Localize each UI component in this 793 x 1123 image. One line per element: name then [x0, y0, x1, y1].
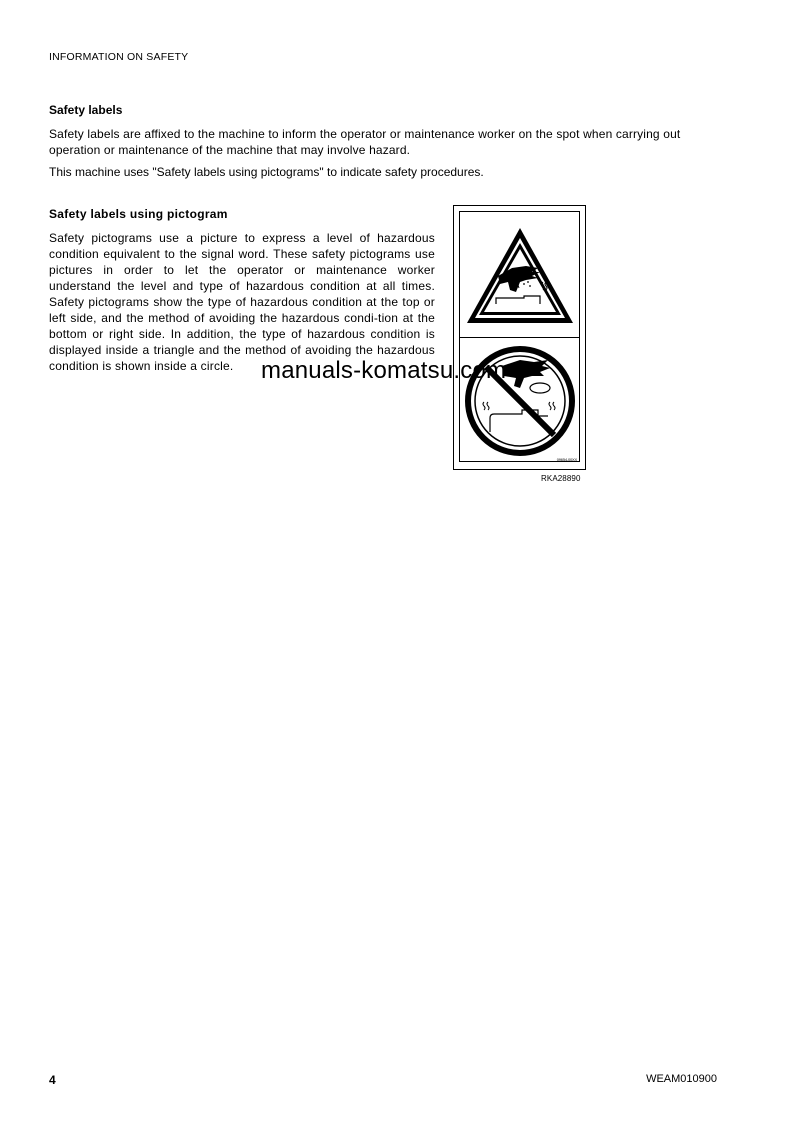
section-title-pictogram: Safety labels using pictogram	[49, 207, 228, 221]
warning-triangle-hot-surface-icon	[460, 212, 581, 336]
page-number: 4	[49, 1073, 56, 1087]
safety-pictogram-figure	[453, 205, 586, 470]
paragraph: This machine uses "Safety labels using pictograms" to indicate safety procedures.	[49, 165, 484, 179]
pictogram-inner-frame	[459, 211, 580, 462]
section-title-safety-labels: Safety labels	[49, 103, 123, 117]
figure-label: RKA28890	[541, 474, 581, 483]
watermark: manuals-komatsu.com	[261, 357, 507, 384]
pictogram-code: 09654-00XX	[556, 457, 577, 462]
page-header: INFORMATION ON SAFETY	[49, 51, 189, 63]
document-code: WEAM010900	[646, 1073, 717, 1085]
paragraph: Safety labels are affixed to the machine to inform the operator or maintenance worker on the spot when carrying out operation or maintenance of the machine that may involve hazard.	[49, 127, 681, 157]
paragraph: Safety pictograms use a picture to express a level of hazardous condition equivalent to the signal word. These safety pictograms use pictures in order to let the operator or maintenance worker understand the level and type of hazardous condition at all times. Safety pictograms show the type of hazardous condition at the top or left side, and the method of avoiding the hazardous condi-tion at the bottom or right side. In addition, the type of hazardous condition is displayed inside a triangle and the method of avoiding the hazardous condition is shown inside a circle.	[49, 231, 435, 373]
